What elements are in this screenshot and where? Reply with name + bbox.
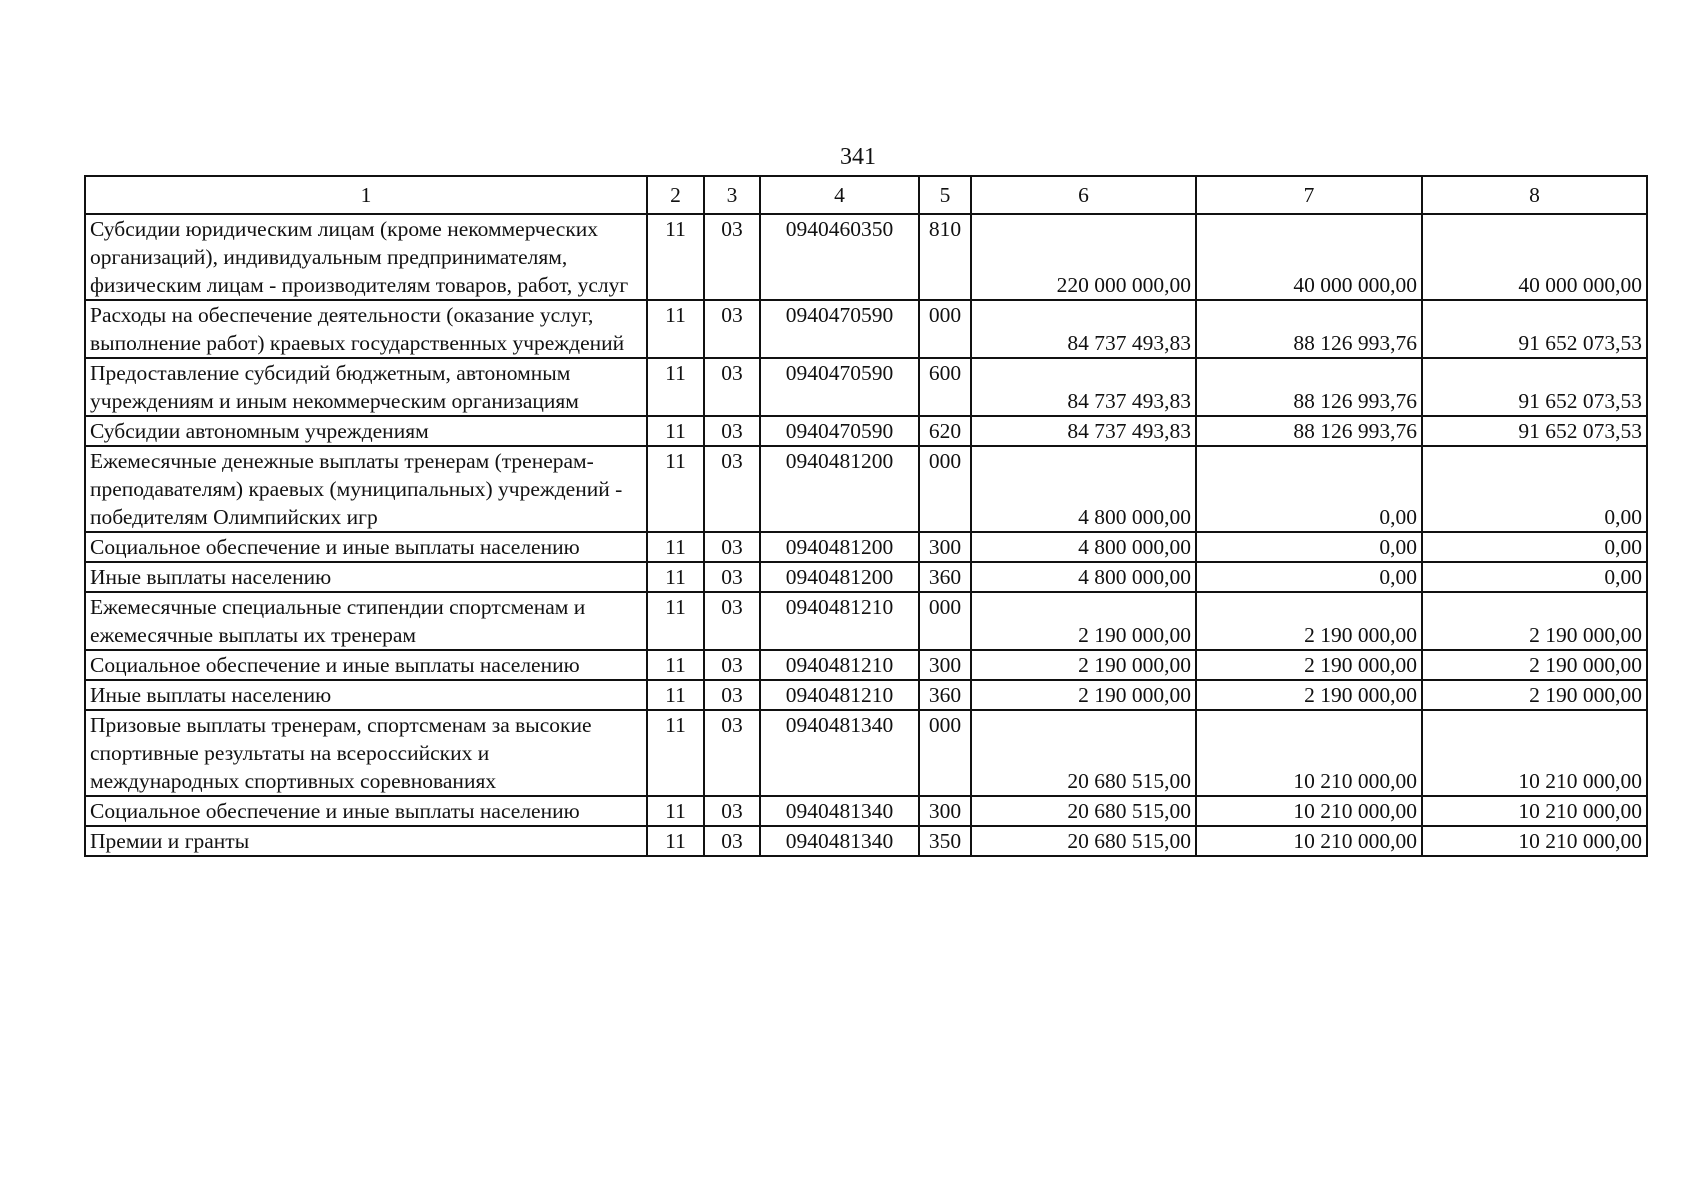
amount-col-8-cell: 0,00 [1422,446,1647,532]
amount-col-8-cell: 40 000 000,00 [1422,214,1647,300]
amount-col-6-cell: 20 680 515,00 [971,796,1196,826]
amount-col-7-cell: 0,00 [1196,532,1422,562]
table-row [85,214,1647,300]
target-article-code-cell: 0940470590 [760,358,919,416]
amount-col-7-cell: 88 126 993,76 [1196,300,1422,358]
amount-col-8-cell: 10 210 000,00 [1422,710,1647,796]
expense-type-code-cell: 620 [919,416,971,446]
subsection-code-cell: 03 [704,416,760,446]
expense-type-code-cell: 300 [919,650,971,680]
amount-col-8-cell: 10 210 000,00 [1422,796,1647,826]
expense-name-cell: Субсидии юридическим лицам (кроме некоммерческих организаций), индивидуальным предпринимателям, физическим лицам - производителям товаров, работ, услуг [85,214,647,300]
amount-col-7-cell: 2 190 000,00 [1196,592,1422,650]
amount-col-7-cell: 2 190 000,00 [1196,650,1422,680]
target-article-code-cell: 0940470590 [760,300,919,358]
table-row [85,300,1647,358]
header-cell-5: 5 [919,176,971,214]
page-number: 341 [840,144,876,170]
table-row [85,796,1647,826]
table-row [85,562,1647,592]
subsection-code-cell: 03 [704,796,760,826]
amount-col-8-cell: 2 190 000,00 [1422,592,1647,650]
table-row [85,826,1647,856]
amount-col-6-cell: 84 737 493,83 [971,416,1196,446]
expense-type-code-cell: 360 [919,680,971,710]
amount-col-6-cell: 2 190 000,00 [971,680,1196,710]
amount-col-7-cell: 40 000 000,00 [1196,214,1422,300]
expense-type-code-cell: 300 [919,796,971,826]
amount-col-6-cell: 2 190 000,00 [971,650,1196,680]
subsection-code-cell: 03 [704,592,760,650]
target-article-code-cell: 0940481340 [760,826,919,856]
subsection-code-cell: 03 [704,680,760,710]
amount-col-6-cell: 4 800 000,00 [971,562,1196,592]
expense-type-code-cell: 360 [919,562,971,592]
expense-type-code-cell: 350 [919,826,971,856]
header-cell-4: 4 [760,176,919,214]
expense-type-code-cell: 300 [919,532,971,562]
target-article-code-cell: 0940460350 [760,214,919,300]
amount-col-6-cell: 84 737 493,83 [971,358,1196,416]
table-row [85,416,1647,446]
table-row [85,532,1647,562]
table-row [85,710,1647,796]
expense-name-cell: Социальное обеспечение и иные выплаты населению [85,650,647,680]
target-article-code-cell: 0940481210 [760,650,919,680]
expense-type-code-cell: 600 [919,358,971,416]
expense-name-cell: Иные выплаты населению [85,680,647,710]
amount-col-8-cell: 0,00 [1422,562,1647,592]
expense-type-code-cell: 810 [919,214,971,300]
target-article-code-cell: 0940481340 [760,710,919,796]
amount-col-6-cell: 20 680 515,00 [971,710,1196,796]
section-code-cell: 11 [647,710,704,796]
section-code-cell: 11 [647,650,704,680]
subsection-code-cell: 03 [704,358,760,416]
expense-name-cell: Иные выплаты населению [85,562,647,592]
header-cell-1: 1 [85,176,647,214]
table-row [85,592,1647,650]
subsection-code-cell: 03 [704,562,760,592]
subsection-code-cell: 03 [704,532,760,562]
header-cell-8: 8 [1422,176,1647,214]
expense-name-cell: Предоставление субсидий бюджетным, автономным учреждениям и иным некоммерческим организациям [85,358,647,416]
amount-col-7-cell: 10 210 000,00 [1196,710,1422,796]
expense-type-code-cell: 000 [919,300,971,358]
target-article-code-cell: 0940481340 [760,796,919,826]
amount-col-6-cell: 4 800 000,00 [971,446,1196,532]
expense-type-code-cell: 000 [919,710,971,796]
expense-name-cell: Ежемесячные денежные выплаты тренерам (тренерам-преподавателям) краевых (муниципальных) учреждений - победителям Олимпийских игр [85,446,647,532]
subsection-code-cell: 03 [704,710,760,796]
expense-name-cell: Социальное обеспечение и иные выплаты населению [85,532,647,562]
section-code-cell: 11 [647,532,704,562]
section-code-cell: 11 [647,446,704,532]
section-code-cell: 11 [647,358,704,416]
subsection-code-cell: 03 [704,446,760,532]
header-cell-6: 6 [971,176,1196,214]
amount-col-8-cell: 91 652 073,53 [1422,416,1647,446]
amount-col-8-cell: 0,00 [1422,532,1647,562]
table-row [85,358,1647,416]
budget-table [84,175,1648,857]
section-code-cell: 11 [647,214,704,300]
table-row [85,446,1647,532]
amount-col-8-cell: 2 190 000,00 [1422,680,1647,710]
section-code-cell: 11 [647,300,704,358]
amount-col-8-cell: 10 210 000,00 [1422,826,1647,856]
target-article-code-cell: 0940481210 [760,680,919,710]
amount-col-7-cell: 10 210 000,00 [1196,826,1422,856]
expense-name-cell: Расходы на обеспечение деятельности (оказание услуг, выполнение работ) краевых государственных учреждений [85,300,647,358]
amount-col-8-cell: 91 652 073,53 [1422,358,1647,416]
subsection-code-cell: 03 [704,300,760,358]
amount-col-6-cell: 20 680 515,00 [971,826,1196,856]
header-cell-3: 3 [704,176,760,214]
amount-col-7-cell: 2 190 000,00 [1196,680,1422,710]
header-cell-2: 2 [647,176,704,214]
expense-name-cell: Призовые выплаты тренерам, спортсменам за высокие спортивные результаты на всероссийских и международных спортивных соревнованиях [85,710,647,796]
target-article-code-cell: 0940481210 [760,592,919,650]
header-row [85,176,1647,214]
expense-name-cell: Премии и гранты [85,826,647,856]
section-code-cell: 11 [647,826,704,856]
amount-col-7-cell: 0,00 [1196,446,1422,532]
expense-type-code-cell: 000 [919,592,971,650]
section-code-cell: 11 [647,680,704,710]
amount-col-6-cell: 84 737 493,83 [971,300,1196,358]
expense-name-cell: Социальное обеспечение и иные выплаты населению [85,796,647,826]
amount-col-6-cell: 220 000 000,00 [971,214,1196,300]
subsection-code-cell: 03 [704,214,760,300]
table-body [85,214,1647,856]
amount-col-7-cell: 0,00 [1196,562,1422,592]
target-article-code-cell: 0940481200 [760,562,919,592]
amount-col-6-cell: 4 800 000,00 [971,532,1196,562]
section-code-cell: 11 [647,416,704,446]
table-row [85,650,1647,680]
amount-col-6-cell: 2 190 000,00 [971,592,1196,650]
section-code-cell: 11 [647,796,704,826]
subsection-code-cell: 03 [704,650,760,680]
amount-col-7-cell: 10 210 000,00 [1196,796,1422,826]
target-article-code-cell: 0940470590 [760,416,919,446]
section-code-cell: 11 [647,592,704,650]
section-code-cell: 11 [647,562,704,592]
expense-name-cell: Субсидии автономным учреждениям [85,416,647,446]
expense-name-cell: Ежемесячные специальные стипендии спортсменам и ежемесячные выплаты их тренерам [85,592,647,650]
target-article-code-cell: 0940481200 [760,446,919,532]
amount-col-7-cell: 88 126 993,76 [1196,358,1422,416]
amount-col-8-cell: 91 652 073,53 [1422,300,1647,358]
table-row [85,680,1647,710]
header-cell-7: 7 [1196,176,1422,214]
amount-col-8-cell: 2 190 000,00 [1422,650,1647,680]
target-article-code-cell: 0940481200 [760,532,919,562]
amount-col-7-cell: 88 126 993,76 [1196,416,1422,446]
expense-type-code-cell: 000 [919,446,971,532]
subsection-code-cell: 03 [704,826,760,856]
